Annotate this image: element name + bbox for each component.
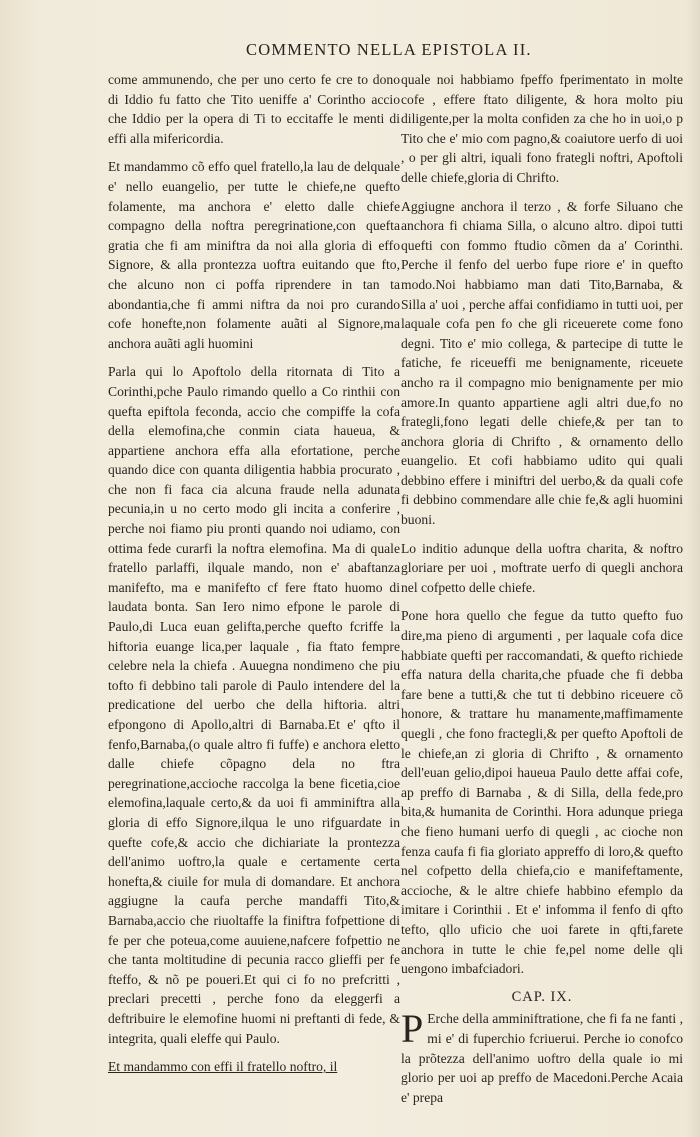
- scripture-paragraph: Et mandammo cõ effo quel fratello,la lau de delquale e' nello euangelio, per tutte le chiefe,ne quefto folamente, ma anchora e' eletto dalle chiefe compagno della noftra peregrinatione,con quefta gratia che fi am miniftra da noi alla gloria di effo Signore, & alla prontezza uoftra euitando que fto, che alcuno non ci poffa riprendere in tan ta abondantia,che fi ammi niftra da noi pro curando cofe honefte,non folamente auãti al Signore,ma anchora auãti agli huomini: [108, 159, 400, 351]
- commentary-paragraph: Aggiugne anchora il terzo , & forfe Siluano che anchora fi chiama Silla, o alcuno altro. dipoi tutti quefti con fommo ftudio cõmen da a' Corinthi. Perche il fenfo del uerbo fupe riore e' in quefto modo.Noi habbiamo man dati Tito,Barnaba, & Silla a' uoi , perche affai confidiamo in tutti uoi, per laquale cofa pen fo che gli riceuerete come fono degni. Tito e' mio collega, & partecipe di tutte le fatiche, fe riceueffi me benignamente, riceuete ancho ra il compagno mio benignamente per mio amore.In quanto appartiene agli altri due,fo no frategli,fono legati delle chiefe,& per tan to anchora gloria di Chrifto , & ornamento dello euangelio. Et cofi habbiamo udito qui quali debbino effere i miniftri del uerbo,& da quali cofe fi debbino commendare alle chie fe,& agli huomini buoni.: [401, 198, 683, 528]
- scripture-paragraph: Lo inditio adunque della uoftra charita, & noftro gloriare per uoi , moftrate uerfo di quegli anchora nel cofpetto delle chiefe.: [401, 540, 683, 595]
- left-column: [108, 70, 400, 1086]
- page-edge-shadow: [686, 0, 700, 1137]
- scripture-paragraph: Et mandammo con effi il fratello noftro, il: [108, 1059, 338, 1075]
- chapter-heading: CAP. IX.: [511, 988, 573, 1005]
- commentary-paragraph: Parla qui lo Apoftolo della ritornata di Tito a Corinthi,pche Paulo rimando quello a Co rinthii con quefta epiftola feconda, accio che compiffe la cofa della elemofina,che conmin ciata haueua, & appartiene anchora effa alla efortatione, perche quando dice con quanta diligentia habbia procurato , che non fi faca cia alcuna fraude nella adunata pecunia,in u no certo modo gli incita a conferire , perche noi fiamo piu pronti quando noi udiamo, con ottima fede curarfi la noftra elemofina. Ma di quale fratello parlaffi, ilquale mando, non e' abaftanza manifefto, ma e manifefto cf fere ftato huomo di laudata bonta. San Iero nimo efpone le parole di Paulo,di Luca euan gelifta,perche quefto fcriffe la hiftoria euange lica,per laquale , fia ftato fempre celebre nela la chiefa . Auuegna nondimeno che piu tofto fi debbino tali parole di Paulo intendere del la predicatione del uerbo che della hiftoria. altri efpongono di Apollo,altri di Barnaba.Et e' qfto il fenfo,Barnaba,(o quale altro fi fuffe) e anchora eletto dalle chiefe cõpagno dela no ftra peregrinatione,accioche raccolga la bene ficetia,cioe elemofina,laquale certo,& da uoi fi amminiftra alla gloria di effo Signore,ilqua le uno rifguardate in quefte cofe,& accio che dichiariate la prontezza dell'animo uoftro,la quale e certamente certa honefta,& ciuile for mula di domandare. Et anchora aggiugne la caufa perche mandaffi Tito,& Barnaba,accio che riuoltaffe la finiftra fofpettione di fe per che poteua,come auuiene,nafcere fofpettio ne che tanta moltitudine di pecunia racco glieffi per fe fteffo, & nõ pe poueri.Et qui ci fo no prefcritti , preclari precetti , perche fono da eleggerfi a deftribuire le elemofine huomi ni preftanti di fede, & integrita, quali eleffe qui Paulo.: [108, 364, 400, 1046]
- running-header: COMMENTO NELLA EPISTOLA II.: [246, 40, 532, 59]
- commentary-paragraph: come ammunendo, che per uno certo fe cre to dono di Iddio fu fatto che Tito ueniffe a' Corintho accio che Iddio per la opera di Ti to eccitaffe le menti di effi alla mifericordia.: [108, 72, 400, 146]
- right-column: [401, 70, 683, 1116]
- scripture-paragraph: Erche della amminiftratione, che fi fa ne fanti , mi e' di fuperchio fcriuerui. Perche io conofco la prõtezza dell'animo uoftro della quale io mi glorio per uoi ap preffo de Macedoni.Perche Acaia e' prepa: [401, 1011, 683, 1105]
- scripture-paragraph: quale noi habbiamo fpeffo fperimentato in molte cofe , effere ftato diligente, & hora molto piu diligente,per la molta confiden za che ho in uoi,o p Tito che e' mio com pagno,& coaiutore uerfo di uoi , o per gli altri, iquali fono frategli noftri, Apoftoli delle chiefe,gloria di Chrifto.: [401, 72, 683, 185]
- commentary-paragraph: Pone hora quello che fegue da tutto quefto fuo dire,ma pieno di argumenti , per laquale cofa dice habbiate quefti per raccomandati, & quefto richiede effa natura della charita,che pfuade che fi debba fare bene a tutti,& che tut ti debbino riceuere cõ honore, & trattare hu manamente,maffimamente quegli , che fono fractegli,& per quefto Apoftoli de le chiefe,an zi gloria di Chrifto , & ornamento dell'euan gelio,dipoi haueua Paulo dette affai cofe, ap preffo di Barnaba , & di Silla, della fede,pro bita,& humanita de Corinthi. Hora adunque priega che fieno humani uerfo di quegli , ac cioche non fenza caufa fi fia gloriato appreffo di loro,& quefto nel cofpetto della chiefa,cio e manifeftamente, accioche, & le altre chiefe habbino efemplo da imitare i Corinthii . Et e' infomma il fenfo di qfto tefto, qllo uficio che uoi farete in qfti,farete anchora in tutte le chie fe,pel nome delle qli uengono imbafciadori.: [401, 608, 683, 977]
- chapter-opening: [401, 1006, 683, 1107]
- drop-cap-letter: P: [401, 1006, 424, 1052]
